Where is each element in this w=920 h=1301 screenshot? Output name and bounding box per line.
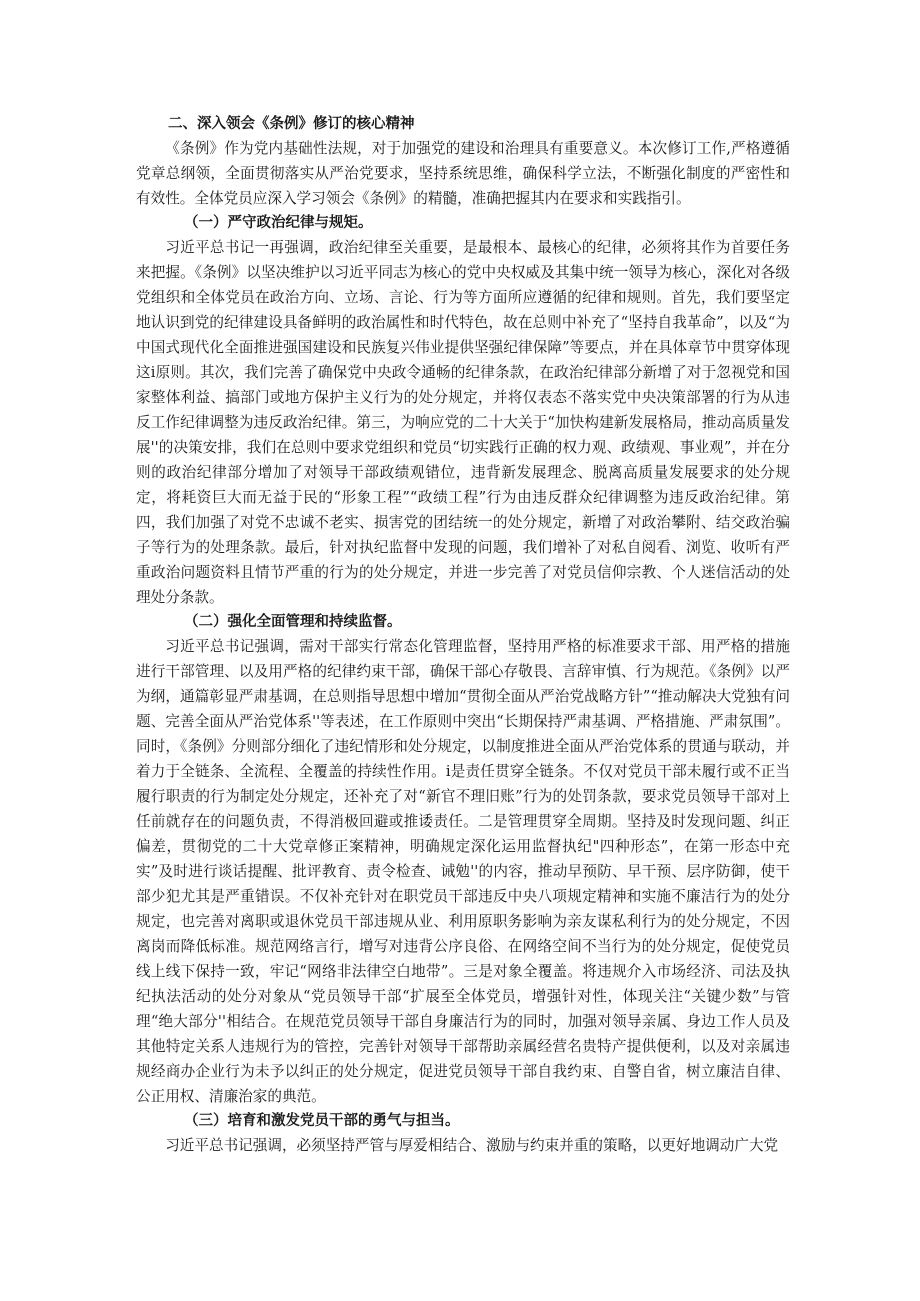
subsection-body-1: 习近平总书记一再强调，政治纪律至关重要，是最根本、最核心的纪律，必须将其作为首要任务来把握。《条例》以坚决维护以习近平同志为核心的党中央权威及其集中统一领导为核心，深化对各级党组织和全体党员在政治方向、立场、言论、行为等方面所应遵循的纪律和规则。首先，我们要坚定地认识到党的纪律建设具备鲜明的政治属性和时代特色，故在总则中补充了“坚持自我革命”，以及“为中国式现代化全面推进强国建设和民族复兴伟业提供坚强纪律保障”等要点，并在具体章节中贯穿体现这i原则。其次，我们完善了确保党中央政令通畅的纪律条款，在政治纪律部分新增了对于忽视党和国家整体利益、搞部门或地方保护主义行为的处分规定，并将仅表态不落实党中央决策部署的行为从违反工作纪律调整为违反政治纪律。第三，为响应党的二十大关于“加快构建新发展格局，推动高质量发展''的决策安排，我们在总则中要求党组织和党员“切实践行正确的权力观、政绩观、事业观”，并在分则的政治纪律部分增加了对领导干部政绩观错位，违背新发展理念、脱离高质量发展要求的处分规定，将耗资巨大而无益于民的“形象工程”“政绩工程”行为由违反群众纪律调整为违反政治纪律。第四，我们加强了对党不忠诚不老实、损害党的团结统一的处分规定，新增了对政治攀附、结交政治骗子等行为的处理条款。最后，针对执纪监督中发现的问题，我们增补了对私自阅看、浏览、收听有严重政治问题资料且情节严重的行为的处分规定，并进一步完善了对党员信仰宗教、个人迷信活动的处理处分条款。 [136, 239, 790, 606]
intro-paragraph: 《条例》作为党内基础性法规，对于加强党的建设和治理具有重要意义。本次修订工作,严格遵循党章总纲领，全面贯彻落实从严治党要求，坚持系统思维，确保科学立法，不断强化制度的严密性和有效性。全体党员应深入学习领会《条例》的精髓，准确把握其内在要求和实践指引。 [136, 140, 790, 207]
subsection-body-3: 习近平总书记强调，必须坚持严管与厚爱相结合、激励与约束并重的策略，以更好地调动广大党 [165, 1137, 779, 1154]
subsection-title-3: （三）培育和激发党员干部的勇气与担当。 [184, 1113, 460, 1129]
subsection-title-1: （一）严守政治纪律与规矩。 [184, 215, 373, 231]
subsection-body-2: 习近平总书记强调，需对干部实行常态化管理监督，坚持用严格的标准要求干部、用严格的措施进行干部管理、以及用严格的纪律约束干部，确保干部心存敬畏、言辞审慎、行为规范。《条例》以严为纲，通篇彰显严肃基调，在总则指导思想中增加“贯彻全面从严治党战略方针”“推动解决大党独有问题、完善全面从严治党体系''等表述，在工作原则中突出“长期保持严肃基调、严格措施、严肃氛围”。同时，《条例》分则部分细化了违纪情形和处分规定，以制度推进全面从严治党体系的贯通与联动，并着力于全链条、全流程、全覆盖的持续性作用。i是责任贯穿全链条。不仅对党员干部未履行或不正当履行职责的行为制定处分规定，还补充了对“新官不理旧账”行为的处罚条款，要求党员领导干部对上任前就存在的问题负责，不得消极回避或推诿责任。二是管理贯穿全周期。坚持及时发现问题、纠正偏差，贯彻党的二十大党章修正案精神，明确规定深化运用监督执纪"四种形态”，在第一形态中充实”及时进行谈话提醒、批评教育、责令检查、诫勉''的内容，推动早预防、早干预、层序防御，使干部少犯尤其是严重错误。不仅补充针对在职党员干部违反中央八项规定精神和实施不廉洁行为的处分规定，也完善对离职或退休党员干部违规从业、利用原职务影响为亲友谋私利行为的处分规定，不因离岗而降低标准。规范网络言行，增写对违背公序良俗、在网络空间不当行为的处分规定，促使党员线上线下保持一致，牢记“网络非法律空白地带”。三是对象全覆盖。将违规介入市场经济、司法及执纪执法活动的处分对象从“党员领导干部“扩展至全体党员，增强针对性，体现关注“关键少数”与管理“绝大部分''相结合。在规范党员领导干部自身廉洁行为的同时，加强对领导亲属、身边工作人员及其他特定关系人违规行为的管控，完善针对领导干部帮助亲属经营名贵特产提供便利，以及对亲属违规经商办企业行为未予以纠正的处分规定，促进党员领导干部自我约束、自警自省，树立廉洁自律、公正用权、清廉治家的典范。 [136, 638, 790, 1105]
section-heading: 二、深入领会《条例》修订的核心精神 [168, 116, 415, 132]
subsection-title-2: （二）强化全面管理和持续监督。 [184, 614, 402, 630]
document-page [136, 112, 790, 1158]
